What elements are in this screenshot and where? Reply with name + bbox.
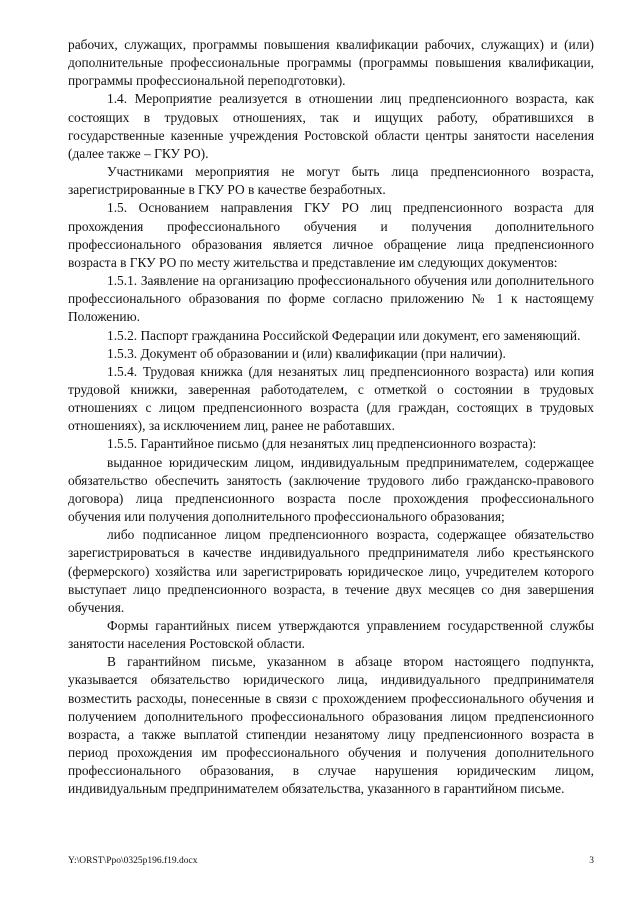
paragraph: 1.5.5. Гарантийное письмо (для незанятых лиц предпенсионного возраста):	[107, 436, 537, 452]
page-footer	[68, 855, 594, 867]
page-number: 3	[589, 856, 594, 866]
paragraph: рабочих, служащих, программы повышения квалификации рабочих, служащих) и (или) дополнительные профессиональные программы (программы повышения квалификации, программы профессиональной переподготовки).	[68, 37, 594, 89]
paragraph: 1.5.2. Паспорт гражданина Российской Федерации или документ, его заменяющий.	[107, 327, 581, 343]
paragraph: 1.5.1. Заявление на организацию профессионального обучения или дополнительного профессионального образования по форме согласно приложению № 1 к настоящему Положению.	[68, 273, 594, 325]
paragraph: Формы гарантийных писем утверждаются управлением государственной службы занятости населения Ростовской области.	[68, 618, 594, 652]
paragraph: 1.5. Основанием направления ГКУ РО лиц предпенсионного возраста для прохождения профессионального обучения и получения дополнительного профессионального образования является личное обращение лица предпенсионного возраста в ГКУ РО по месту жительства и представление им следующих документов:	[68, 200, 594, 270]
paragraph: либо подписанное лицом предпенсионного возраста, содержащее обязательство зарегистрироваться в качестве индивидуального предпринимателя либо крестьянского (фермерского) хозяйства или зарегистрировать юридическое лицо, учредителем которого выступает лицо предпенсионного возраста, в течение двух месяцев со дня завершения обучения.	[68, 527, 594, 615]
paragraph: 1.4. Мероприятие реализуется в отношении лиц предпенсионного возраста, как состоящих в трудовых отношениях, так и ищущих работу, обратившихся в государственные казенные учреждения Ростовской области центры занятости населения (далее также – ГКУ РО).	[68, 91, 594, 161]
document-body	[68, 36, 594, 799]
paragraph: В гарантийном письме, указанном в абзаце втором настоящего подпункта, указывается обязательство юридического лица, индивидуального предпринимателя возместить расходы, понесенные в связи с прохождением профессионального обучения и получением дополнительного профессионального образования лицом предпенсионного возраста, а также выплатой стипендии незанятому лицу предпенсионного возраста в период прохождения им профессионального обучения и получения дополнительного профессионального образования, в случае нарушения юридическим лицом, индивидуальным предпринимателем обязательства, указанного в гарантийном письме.	[68, 654, 594, 797]
file-path: Y:\ORST\Ppo\0325p196.f19.docx	[68, 856, 198, 866]
paragraph: 1.5.4. Трудовая книжка (для незанятых лиц предпенсионного возраста) или копия трудовой книжки, заверенная работодателем, с отметкой о состоянии в трудовых отношениях с лицом предпенсионного возраста (для граждан, состоящих в трудовых отношениях), за исключением лиц, ранее не работавших.	[68, 363, 594, 434]
paragraph: выданное юридическим лицом, индивидуальным предпринимателем, содержащее обязательство обеспечить занятость (заключение трудового либо гражданско-правового договора) лица предпенсионного возраста после прохождения профессионального обучения или получения дополнительного профессионального образования;	[68, 454, 594, 525]
paragraph: Участниками мероприятия не могут быть лица предпенсионного возраста, зарегистрированные в ГКУ РО в качестве безработных.	[68, 164, 594, 198]
paragraph: 1.5.3. Документ об образовании и (или) квалификации (при наличии).	[107, 345, 506, 361]
